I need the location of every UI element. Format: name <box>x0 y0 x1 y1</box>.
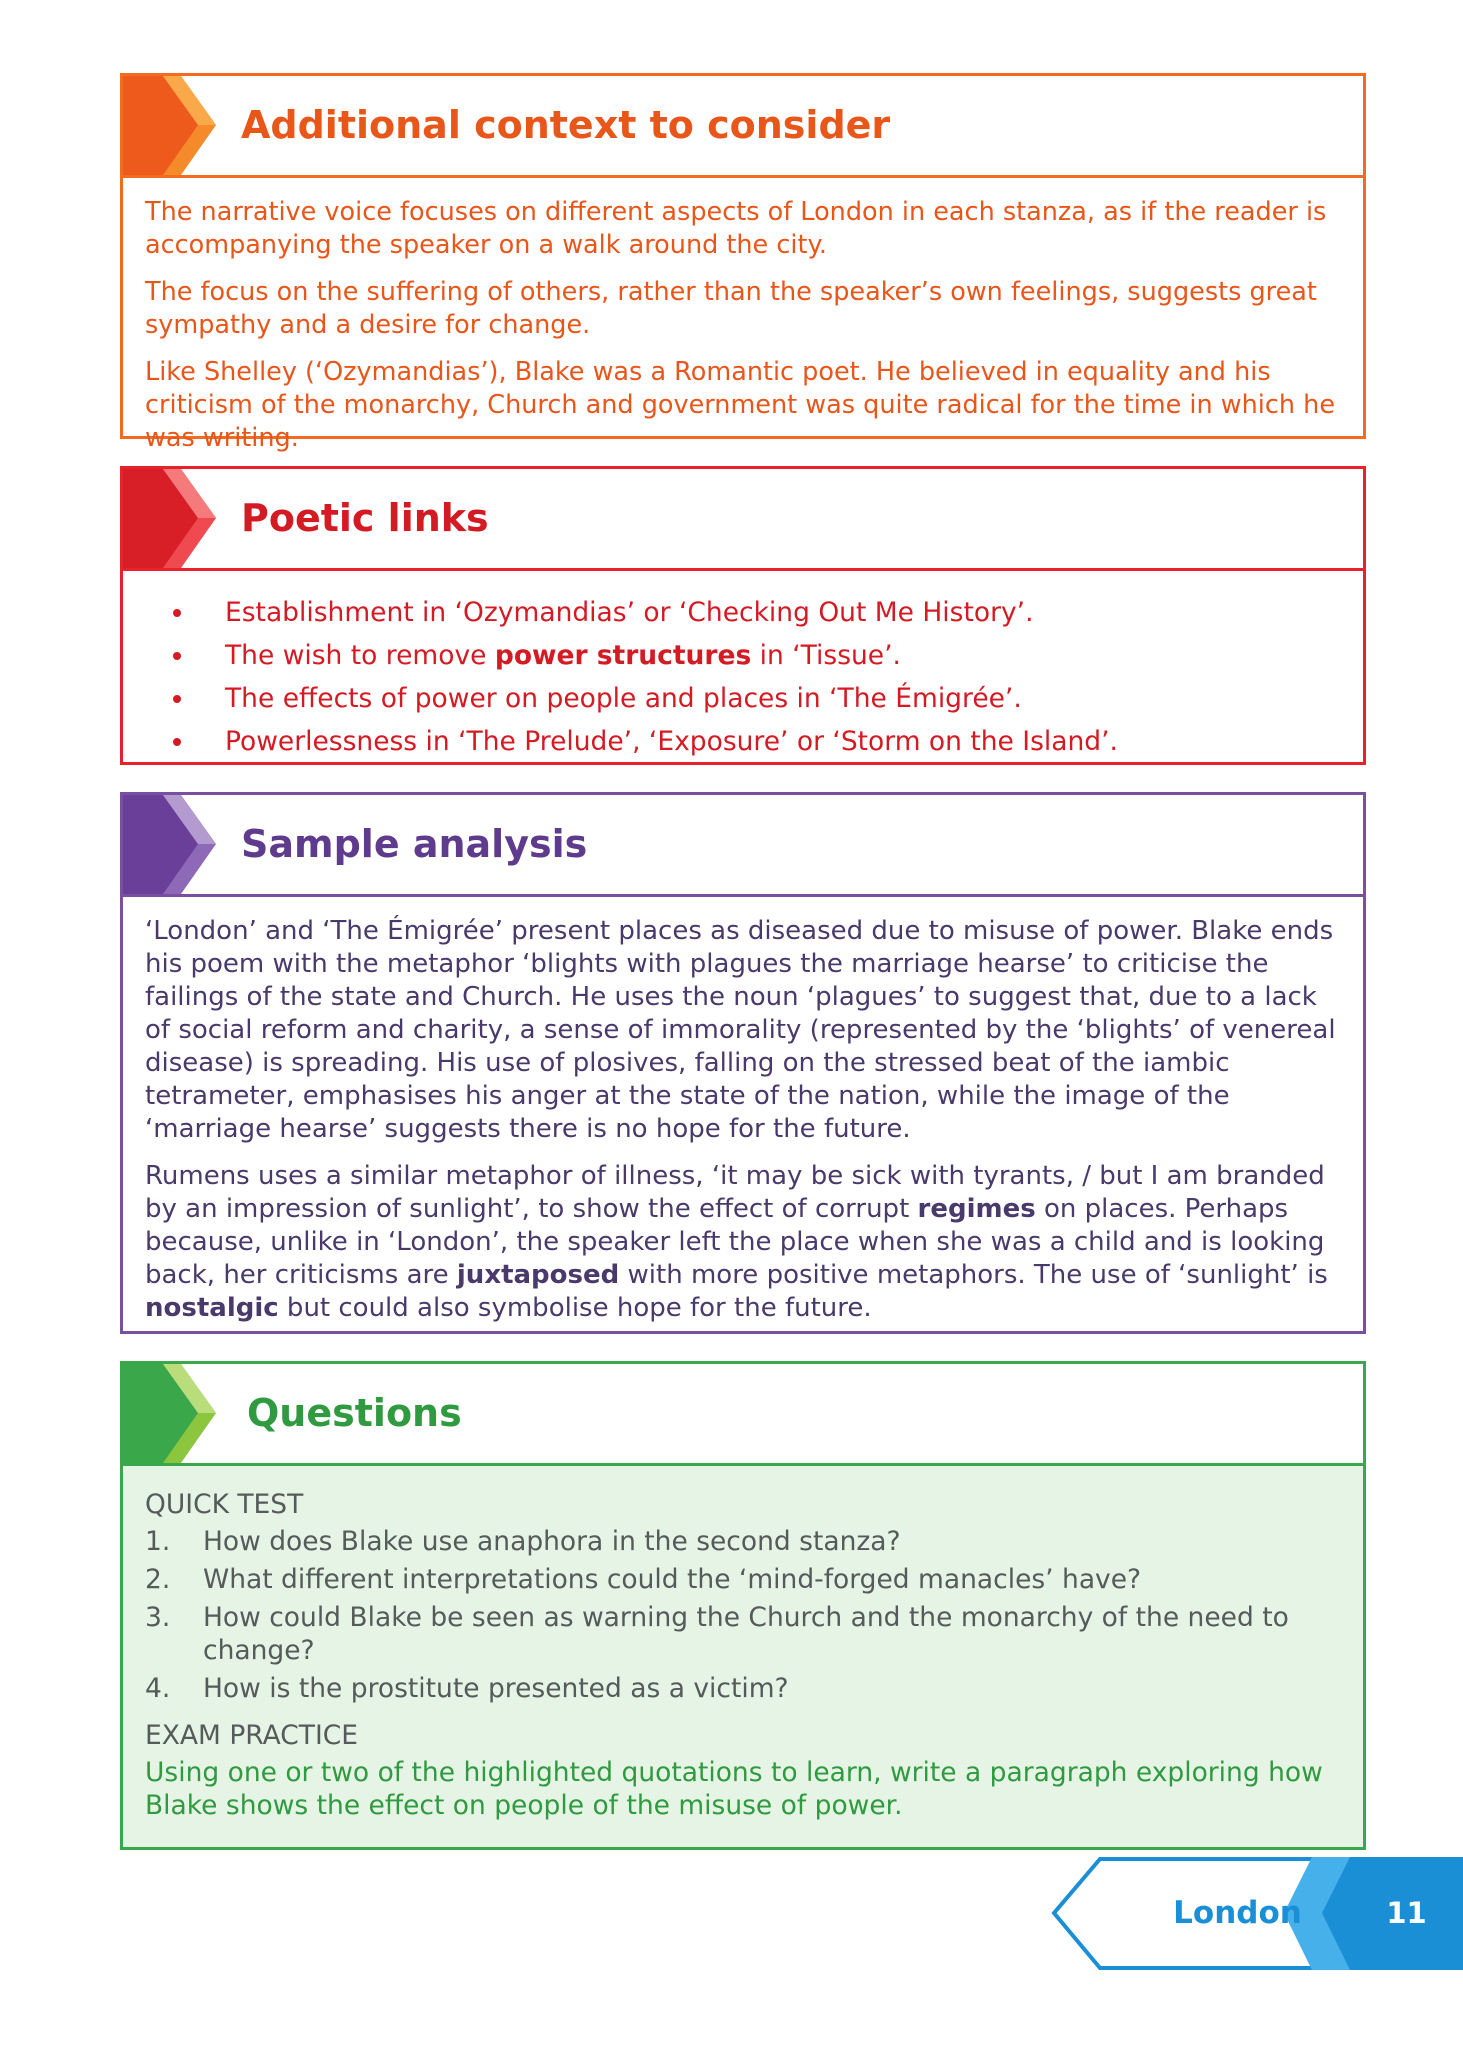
poetic-links-header <box>123 469 1363 571</box>
exam-practice-text: Using one or two of the highlighted quotations to learn, write a paragraph exploring how Blake shows the effect on people of the misuse of power. <box>145 1757 1323 1821</box>
list-item: The effects of power on people and places in ‘The Émigrée’. <box>145 677 1339 720</box>
poetic-links-title: Poetic links <box>241 496 489 540</box>
sample-analysis-header <box>123 795 1363 897</box>
exam-practice-label: EXAM PRACTICE <box>145 1720 359 1751</box>
sample-analysis-body <box>123 897 1363 1349</box>
questions-body <box>123 1466 1363 1832</box>
list-item: The wish to remove power structures in ‘Tissue’. <box>145 634 1339 677</box>
list-item: 4. How is the prostitute presented as a victim? <box>145 1673 789 1704</box>
context-paragraph: The narrative voice focuses on different aspects of London in each stanza, as if the reader is accompanying the speaker on a walk around the city. <box>145 197 1327 260</box>
poetic-links-body <box>123 571 1363 773</box>
chevron-icon <box>123 76 218 175</box>
analysis-paragraph: ‘London’ and ‘The Émigrée’ present places as diseased due to misuse of power. Blake ends his poem with the metaphor ‘blights with plagues the marriage hearse’ to criticise the failings of the state and Church. He uses the noun ‘plagues’ to suggest that, due to a lack of social reform and charity, a sense of immorality (represented by the ‘blights’ of venereal disease) is spreading. His use of plosives, falling on the stressed beat of the iambic tetrameter, emphasises his anger at the state of the nation, while the image of the ‘marriage hearse’ suggests there is no hope for the future. <box>145 916 1336 1144</box>
context-body <box>123 178 1363 479</box>
page-number: 11 <box>1386 1896 1427 1930</box>
list-item: Powerlessness in ‘The Prelude’, ‘Exposure’ or ‘Storm on the Island’. <box>145 720 1339 763</box>
sample-analysis-title: Sample analysis <box>241 822 588 866</box>
analysis-paragraph: Rumens uses a similar metaphor of illness, ‘it may be sick with tyrants, / but I am branded by an impression of sunlight’, to show the effect of corrupt regimes on places. Perhaps because, unlike in ‘London’, the speaker left the place when she was a child and is looking back, her criticisms are juxtaposed with more positive metaphors. The use of ‘sunlight’ is nostalgic but could also symbolise hope for the future. <box>145 1161 1328 1323</box>
context-title: Additional context to consider <box>241 103 891 147</box>
sample-analysis-panel <box>120 792 1366 1334</box>
list-item: Establishment in ‘Ozymandias’ or ‘Checking Out Me History’. <box>145 591 1339 634</box>
context-paragraph: The focus on the suffering of others, rather than the speaker’s own feelings, suggests great sympathy and a desire for change. <box>145 277 1317 340</box>
list-item: 1. How does Blake use anaphora in the second stanza? <box>145 1526 901 1557</box>
context-header <box>123 76 1363 178</box>
questions-header <box>123 1364 1363 1466</box>
chevron-icon <box>123 1364 218 1463</box>
footer-title: London <box>1173 1895 1302 1931</box>
poetic-links-panel <box>120 466 1366 765</box>
list-item: 3. How could Blake be seen as warning the Church and the monarchy of the need to change? <box>145 1602 1289 1666</box>
context-panel <box>120 73 1366 453</box>
chevron-icon <box>123 795 218 894</box>
quick-test-label: QUICK TEST <box>145 1489 304 1520</box>
list-item: 2. What different interpretations could the ‘mind-forged manacles’ have? <box>145 1564 1142 1595</box>
poetic-links-list <box>145 591 1339 763</box>
questions-title: Questions <box>247 1391 462 1435</box>
page-footer-tab <box>1050 1857 1463 1970</box>
context-paragraph: Like Shelley (‘Ozymandias’), Blake was a Romantic poet. He believed in equality and his criticism of the monarchy, Church and government was quite radical for the time in which he was writing. <box>145 357 1336 453</box>
quick-test-list <box>145 1525 1339 1705</box>
questions-panel <box>120 1361 1366 1850</box>
chevron-icon <box>123 469 218 568</box>
